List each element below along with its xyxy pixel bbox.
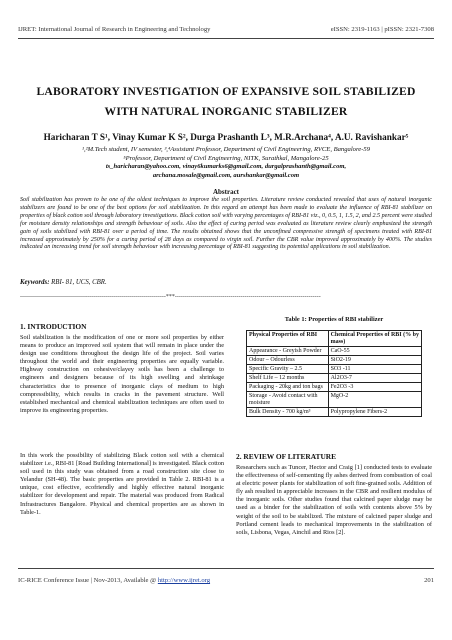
table-cell: SO3 -11 <box>328 365 421 374</box>
table-row <box>247 408 422 417</box>
title-line-1: LABORATORY INVESTIGATION OF EXPANSIVE SOIL STABILIZED <box>36 85 416 98</box>
table-cell: Odour – Odourless <box>247 356 329 365</box>
review-heading: 2. REVIEW OF LITERATURE <box>236 452 337 461</box>
table-cell: Al2O3-7 <box>328 374 421 383</box>
properties-table <box>246 330 422 417</box>
table-cell: Fe2O3 -3 <box>328 383 421 392</box>
intro-paragraph-2: In this work the possibility of stabilizing Black cotton soil with a chemical stabilizer i.e., RBI-81 [Road Building International] is investigated. Black cotton soil used in this study was obtained from a road construction site close to Yelandur (SH-48). The basic properties are provided in Table 2. RBI-81 is a unique, cost effective, ecofriendly and highly effective natural inorganic stabilizer for development and repair. The material was produced from Radical Infrastractures Bangalore. Physical and chemical properties are as shown in Table-1. <box>20 452 224 516</box>
journal-name: IJRET: International Journal of Research in Engineering and Technology <box>18 26 211 33</box>
emails-1: ts_haricharan@yahoo.com, vinay6kumarks6@gmail.com, durgalprashanth@gmail.com, <box>105 163 347 171</box>
table-row <box>247 365 422 374</box>
table-header-row <box>247 331 422 347</box>
header-rule <box>18 38 434 39</box>
table-row <box>247 356 422 365</box>
table-row <box>247 374 422 383</box>
paper-title <box>20 82 432 122</box>
table-cell: SiO2-19 <box>328 356 421 365</box>
footer-rule <box>18 568 434 569</box>
abstract-heading: Abstract <box>212 188 240 196</box>
footer-prefix: IC-RICE Conference Issue | Nov-2013, Available @ <box>18 577 158 584</box>
table-row <box>247 347 422 356</box>
table-cell: Polypropylene Fibers-2 <box>328 408 421 417</box>
table-cell: Bulk Density - 700 kg/m³ <box>247 408 329 417</box>
table-cell: Packaging - 20kg and ton bags <box>247 383 329 392</box>
footer-source <box>18 577 210 584</box>
title-line-2: WITH NATURAL INORGANIC STABILIZER <box>104 105 348 118</box>
page-number: 201 <box>424 577 434 584</box>
keywords-value: RBI- 81, UCS, CBR. <box>49 279 107 286</box>
review-paragraph-1: Researchers such as Tuncer, Hector and Craig [1] conducted tests to evaluate the effectiveness of self-cementing fly ashes derived from combustion of coal at electric power plants for stabilization of soft fine-grained soils. Addition of fly ash resulted in appreciable increases in the CBR and resilient modulus of the inorganic soils. Other studies found that calcined paper sludge may be used as a binder for the stabilization of soils with contents above 5% by weight of the soil to be stabilized. The mixture of calcined paper sludge and Portland cement leads to mechanical improvements in the stabilization of soils, Lisbona, Vegas, Ainchil and Rios [2]. <box>236 464 432 536</box>
table-cell: Shelf Life – 12 months <box>247 374 329 383</box>
table-row <box>247 392 422 408</box>
table-cell: CaO-55 <box>328 347 421 356</box>
affiliations <box>20 146 432 180</box>
table-cell: MgO-2 <box>328 392 421 408</box>
journal-link[interactable]: http://www.ijret.org <box>157 577 211 584</box>
table-header-cell: Chemical Properties of RBI (% by mass) <box>328 331 421 347</box>
table-header-cell: Physical Properties of RBI <box>247 331 329 347</box>
intro-heading: 1. INTRODUCTION <box>20 322 87 331</box>
abstract-text: Soil stabilization has proven to be one of the oldest techniques to improve the soil properties. Literature review conducted revealed that uses of natural inorganic stabilizers are found to be one of the best options for soil stabilization. In this regard an attempt has been made to evaluate the influence of RBI-81 stabilizer on properties of black cotton soil through laboratory investigations. Black cotton soil with varying percentages of RBI-81 viz., 0, 0.5, 1, 1.5, 2, and 2.5 percent were studied for moisture density relationships and strength behaviour of soils. Also the effect of curing period was evaluated as literature review clearly emphasized the strength gain of soils stabilized with RBI-81 over a period of time. The results obtained shows that the unconfined compressive strength of specimens treated with RBI-81 increased approximately by 250% for a curing period of 28 days as compared to virgin soil. Further the CBR value improved approximately by 400%. The studies indicated an increasing trend for soil strength behaviour with increasing percentage of RBI-81 suggesting its potential applications in soil stabilization. <box>20 197 432 251</box>
keywords <box>20 279 107 286</box>
intro-paragraph-1: Soil stabilization is the modification of one or more soil properties by either means to produce an improved soil system that will remain in place under the design use conditions throughout the design life of the project. Soil varies throughout the world and their engineering properties are equally variable. Highway construction on cohesive/clayey soils has been a challenge to engineers and designers because of its high swelling and shrinkage characteristics due to presence of inorganic clays of medium to high compressibility, which results in cracks in the pavement structure. Well established mechanical and chemical stabilization techniques are often used to improve its engineering properties. <box>20 334 224 414</box>
page-footer <box>18 577 434 584</box>
table-row <box>247 383 422 392</box>
section-separator: -------------------------------------------------------------------------***------------------------------------------------------------------------- <box>20 294 321 300</box>
table-cell: Appearance - Greyish Powder <box>247 347 329 356</box>
emails-2: archana.mosale@gmail.com, aurshankar@gmail.com <box>152 171 300 179</box>
affiliation-1: ¹,²M.Tech student, IV semester, ³,⁴Assistant Professor, Department of Civil Engineering, RVCE, Bangalore-59 <box>81 146 370 153</box>
table-caption: Table 1: Properties of RBI stabilizer <box>284 316 384 323</box>
issn: eISSN: 2319-1163 | pISSN: 2321-7308 <box>330 26 434 33</box>
table-cell: Specific Gravity – 2.5 <box>247 365 329 374</box>
affiliation-2: ⁵Professor, Department of Civil Engineering, NITK, Surathkal, Mangalore-25 <box>123 154 329 162</box>
running-header <box>18 26 434 33</box>
authors: Haricharan T S¹, Vinay Kumar K S², Durga Prashanth L³, M.R.Archana⁴, A.U. Ravishankar⁵ <box>43 132 409 142</box>
keywords-label: Keywords: <box>20 279 50 286</box>
table-cell: Storage - Avoid contact with moisture <box>247 392 329 408</box>
